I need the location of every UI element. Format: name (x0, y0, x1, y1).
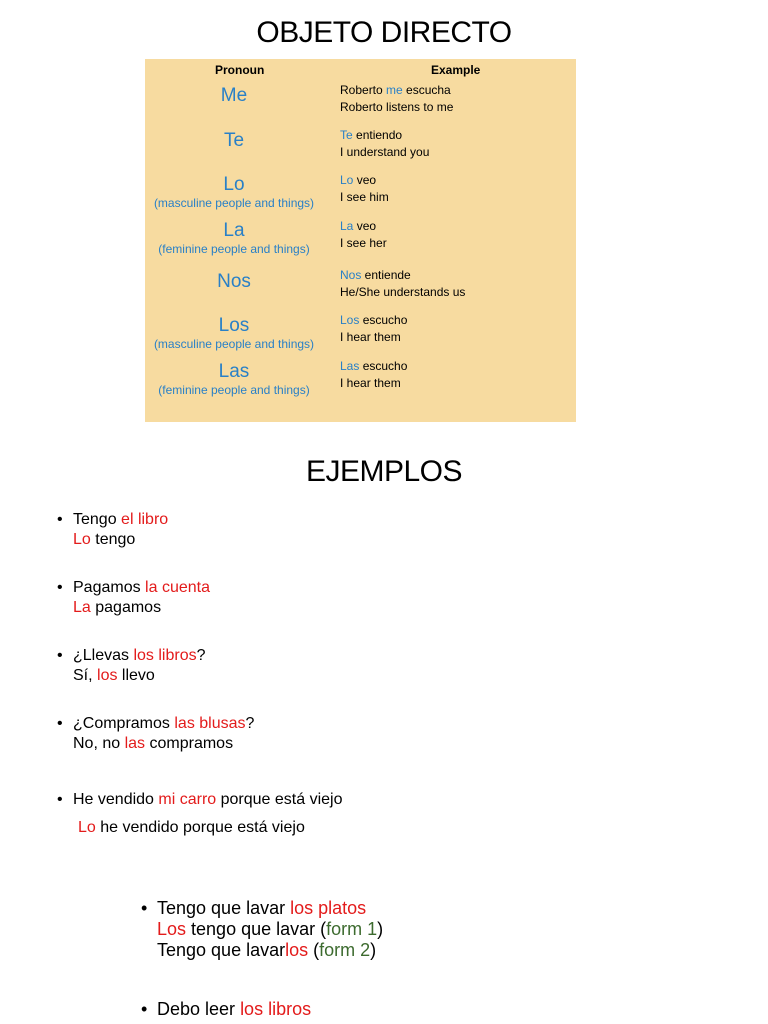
example-item: • ¿Llevas los libros? Sí, los llevo (57, 647, 206, 684)
example-la: La veo I see her (340, 219, 387, 250)
pronoun-note: (feminine people and things) (158, 383, 310, 397)
bullet-icon: • (57, 791, 63, 808)
bullet-icon: • (141, 999, 148, 1019)
bullet-icon: • (141, 898, 148, 918)
pronoun-los: Los (masculine people and things) (145, 315, 323, 351)
example-item: • ¿Compramos las blusas? No, no las compramos (57, 715, 255, 752)
pronoun-note: (masculine people and things) (153, 337, 315, 351)
pronoun-me: Me (220, 85, 248, 106)
example-nos: Nos entiende He/She understands us (340, 268, 466, 299)
example-te: Te entiendo I understand you (340, 128, 430, 159)
page-title: OBJETO DIRECTO (256, 16, 512, 49)
example-item: • Tengo que lavar los platos Los tengo que lavar (form 1) Tengo que lavarlos (form 2) (141, 898, 384, 960)
example-item: • Debo leer los libros (141, 999, 312, 1019)
pronoun-table (145, 59, 576, 422)
example-me: Roberto me escucha Roberto listens to me (340, 83, 454, 114)
bullet-icon: • (57, 647, 63, 664)
example-las: Las escucho I hear them (340, 359, 408, 390)
example-lo: Lo veo I see him (340, 173, 389, 204)
pronoun-la: La (feminine people and things) (145, 220, 323, 256)
example-item: • Tengo el libro Lo tengo (57, 511, 169, 548)
example-los: Los escucho I hear them (340, 313, 408, 344)
pronoun-lo: Lo (masculine people and things) (145, 174, 323, 210)
pronoun-nos: Nos (217, 271, 251, 292)
header-pronoun: Pronoun (215, 63, 265, 77)
examples-title: EJEMPLOS (305, 455, 463, 488)
example-item: • Pagamos la cuenta La pagamos (57, 579, 210, 616)
bullet-icon: • (57, 715, 63, 732)
pronoun-te: Te (223, 130, 245, 151)
pronoun-las: Las (feminine people and things) (145, 361, 323, 397)
header-example: Example (431, 63, 481, 77)
example-item-line2: Lo he vendido porque está viejo (78, 819, 305, 836)
bullet-icon: • (57, 511, 63, 528)
pronoun-note: (masculine people and things) (153, 196, 315, 210)
example-item: • He vendido mi carro porque está viejo (57, 791, 343, 808)
pronoun-note: (feminine people and things) (158, 242, 310, 256)
bullet-icon: • (57, 579, 63, 596)
